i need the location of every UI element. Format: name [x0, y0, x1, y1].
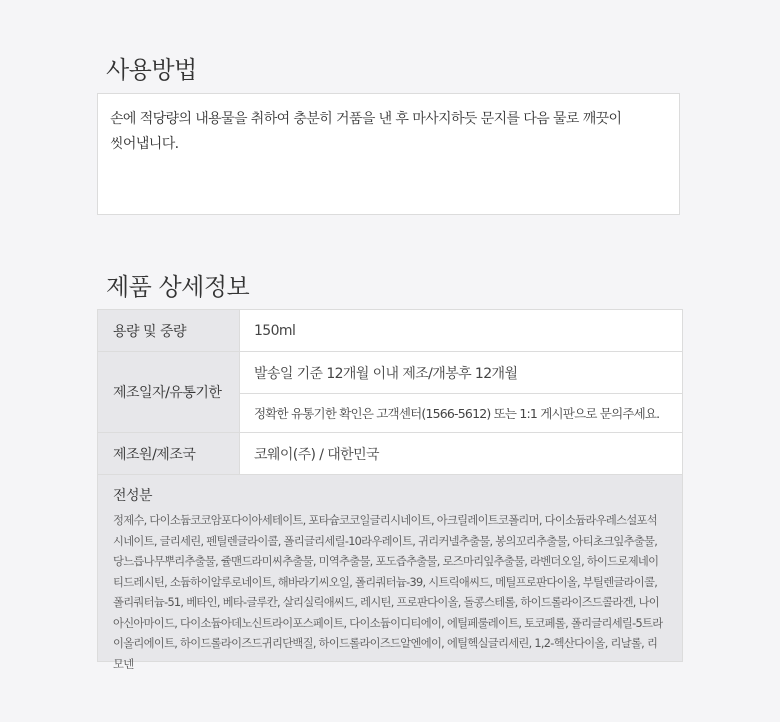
spec-row-dates — [98, 352, 682, 433]
spec-value: 코웨이(주) / 대한민국 — [254, 446, 379, 463]
spec-label: 제조원/제조국 — [98, 433, 240, 474]
ingredients-label: 전성분 — [113, 488, 153, 504]
spec-value-note: 정확한 유통기한 확인은 고객센터(1566-5612) 또는 1:1 게시판으로 문의주세요. — [240, 393, 682, 432]
spec-label: 용량 및 중량 — [98, 310, 240, 351]
usage-section-title: 사용방법 — [106, 56, 197, 84]
spec-section-title: 제품 상세정보 — [106, 273, 250, 301]
spec-table — [97, 309, 683, 671]
ingredients-text: 정제수, 다이소듐코코암포다이아세테이트, 포타슘코코일글리시네이트, 아크릴레이트코폴리머, 다이소듐라우레스설포석시네이트, 글리세린, 펜틸렌글라이콜, 폴리글리세릴-10라우레이트, 귀리커넬추출물, 봉의꼬리추출물, 아티초크잎추출물, 당느릅나무뿌리추출물, 쥴맨드라미씨추출물, 미역추출물, 포도즙추출물, 로즈마리잎추출물, 라벤더오일, 하이드로제네이티드레시틴, 소듐하이알루로네이트, 해바라기씨오일, 폴리쿼터늄-39, 시트릭애씨드, 메틸프로판다이올, 부틸렌글라이콜, 폴리쿼터늄-51, 베타인, 베타-글루칸, 살리실릭애씨드, 레시틴, 프로판다이올, 돌콩스테롤, 하이드롤라이즈드콜라겐, 나이아신아마이드, 다이소듐아데노신트라이포스페이트, 다이소듐이디티에이, 에틸페룰레이트, 토코페롤, 폴리글리세릴-5트라이올리에이트, 하이드롤라이즈드귀리단백질, 하이드롤라이즈드알엔에이, 에틸헥실글리세린, 1,2-헥산다이올, 리날롤, 리모넨 — [113, 514, 663, 671]
spec-label: 제조일자/유통기한 — [98, 352, 240, 432]
spec-value: 150ml — [254, 322, 296, 339]
usage-text-line: 씻어냅니다. — [110, 136, 179, 152]
spec-value: 발송일 기준 12개월 이내 제조/개봉후 12개월 — [254, 365, 518, 382]
spec-row-manufacturer — [98, 433, 682, 475]
spec-row-volume — [98, 310, 682, 352]
usage-text-line: 손에 적당량의 내용물을 취하여 충분히 거품을 낸 후 마사지하듯 문지를 다음 물로 깨끗이 — [110, 111, 622, 127]
ingredients-block — [98, 475, 682, 671]
usage-text-box — [97, 93, 680, 215]
